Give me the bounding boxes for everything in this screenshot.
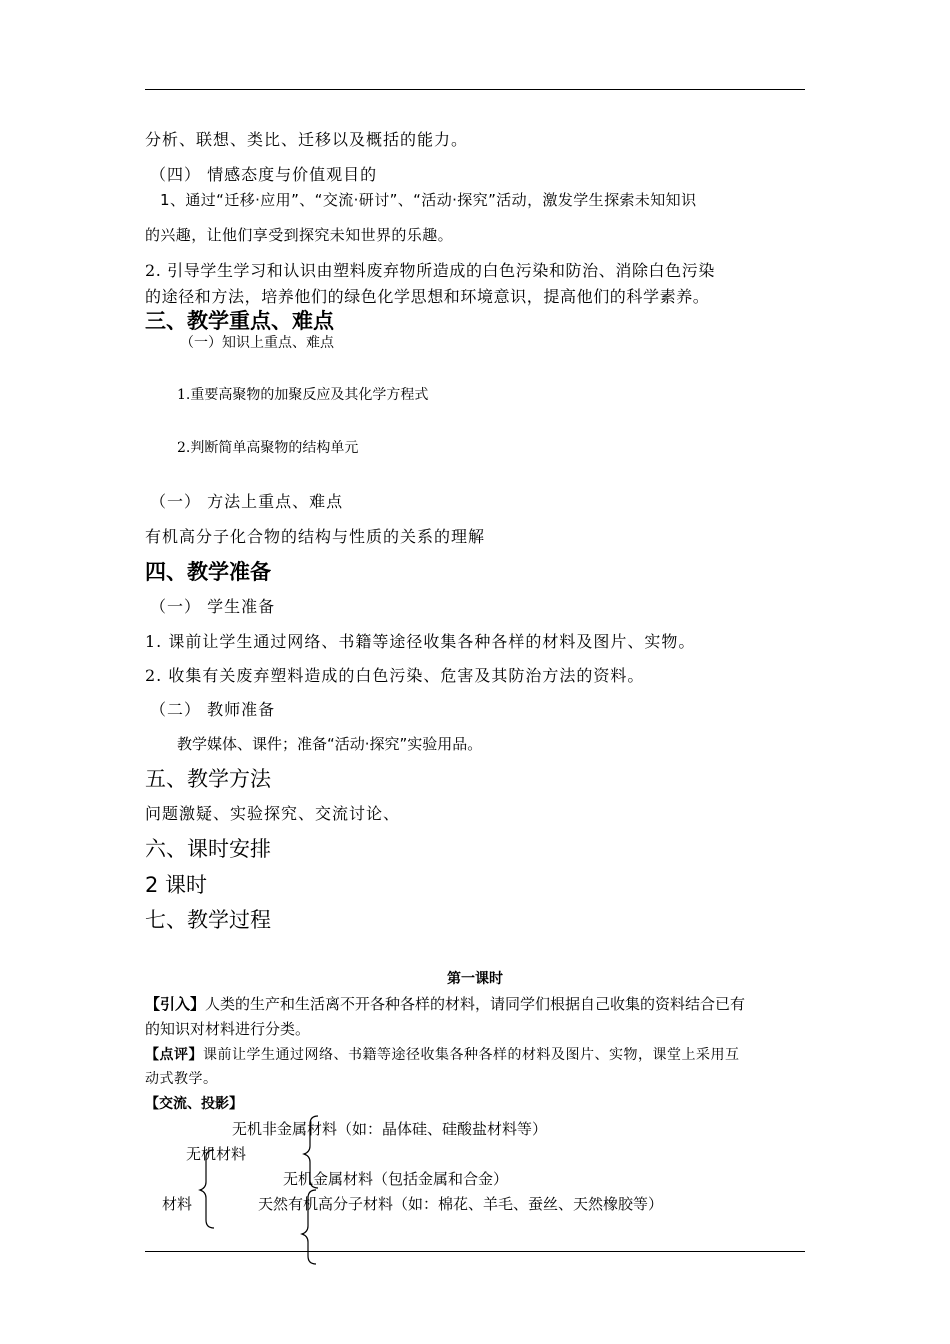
section-heading: 六、课时安排 — [145, 837, 271, 861]
subheading: （一） 方法上重点、难点 — [150, 492, 344, 511]
diagram-inorganic: 无机材料 — [186, 1145, 247, 1163]
subheading: （二） 教师准备 — [150, 700, 276, 719]
intro-text: 人类的生产和生活离不开各种各样的材料，请同学们根据自己收集的资料结合已有 — [205, 995, 746, 1013]
text-line: 问题激疑、实验探究、交流讨论、 — [145, 804, 401, 823]
text-line: 的知识对材料进行分类。 — [145, 1020, 311, 1038]
section-heading: 三、教学重点、难点 — [145, 309, 334, 333]
diagram-natural-polymer: 天然有机高分子材料（如：棉花、羊毛、蚕丝、天然橡胶等） — [258, 1195, 664, 1213]
diagram-root: 材料 — [162, 1195, 193, 1213]
lesson-title: 第一课时 — [447, 971, 503, 987]
text-line: 的途径和方法，培养他们的绿色化学思想和环境意识，提高他们的科学素养。 — [145, 287, 710, 306]
text-line: 2. 引导学生学习和认识由塑料废弃物所造成的白色污染和防治、消除白色污染 — [145, 261, 715, 280]
text-line: 动式教学。 — [145, 1071, 218, 1087]
section-heading: 五、教学方法 — [145, 767, 271, 791]
comment-tag: 【点评】 — [145, 1047, 203, 1063]
text-line: 1、通过“迁移·应用”、“交流·研讨”、“活动·探究”活动，激发学生探索未知知识 — [160, 191, 697, 209]
comment-text: 课前让学生通过网络、书籍等途径收集各种各样的材料及图片、实物，课堂上采用互 — [203, 1047, 740, 1063]
intro-tag: 【引入】 — [145, 995, 206, 1013]
text-line: 的兴趣，让他们享受到探究未知世界的乐趣。 — [145, 226, 454, 244]
footer-rule — [145, 1251, 805, 1252]
section-heading: 七、教学过程 — [145, 908, 271, 932]
subheading: （一） 学生准备 — [150, 597, 276, 616]
text-line: 1. 课前让学生通过网络、书籍等途径收集各种各样的材料及图片、实物。 — [145, 632, 696, 651]
text-line: 2. 收集有关废弃塑料造成的白色污染、危害及其防治方法的资料。 — [145, 666, 645, 685]
subheading: （四） 情感态度与价值观目的 — [150, 165, 378, 184]
section-heading: 四、教学准备 — [145, 560, 271, 584]
lesson-count: 2 课时 — [145, 873, 208, 897]
text-line: 教学媒体、课件；准备“活动·探究”实验用品。 — [177, 735, 483, 753]
diagram-nonmetal: 无机非金属材料（如：晶体硅、硅酸盐材料等） — [232, 1120, 548, 1138]
text-line: 2.判断简单高聚物的结构单元 — [177, 440, 359, 456]
diagram-metal: 无机金属材料（包括金属和合金） — [283, 1170, 509, 1188]
text-line: 1.重要高聚物的加聚反应及其化学方程式 — [177, 387, 429, 403]
text-line: 有机高分子化合物的结构与性质的关系的理解 — [145, 527, 486, 546]
brace-organic — [302, 1190, 316, 1264]
brace-inorganic — [304, 1116, 318, 1188]
brace-root — [200, 1150, 214, 1228]
text-line: 分析、联想、类比、迁移以及概括的能力。 — [145, 130, 469, 149]
subheading: （一）知识上重点、难点 — [180, 335, 334, 351]
exchange-tag: 【交流、投影】 — [145, 1096, 243, 1112]
